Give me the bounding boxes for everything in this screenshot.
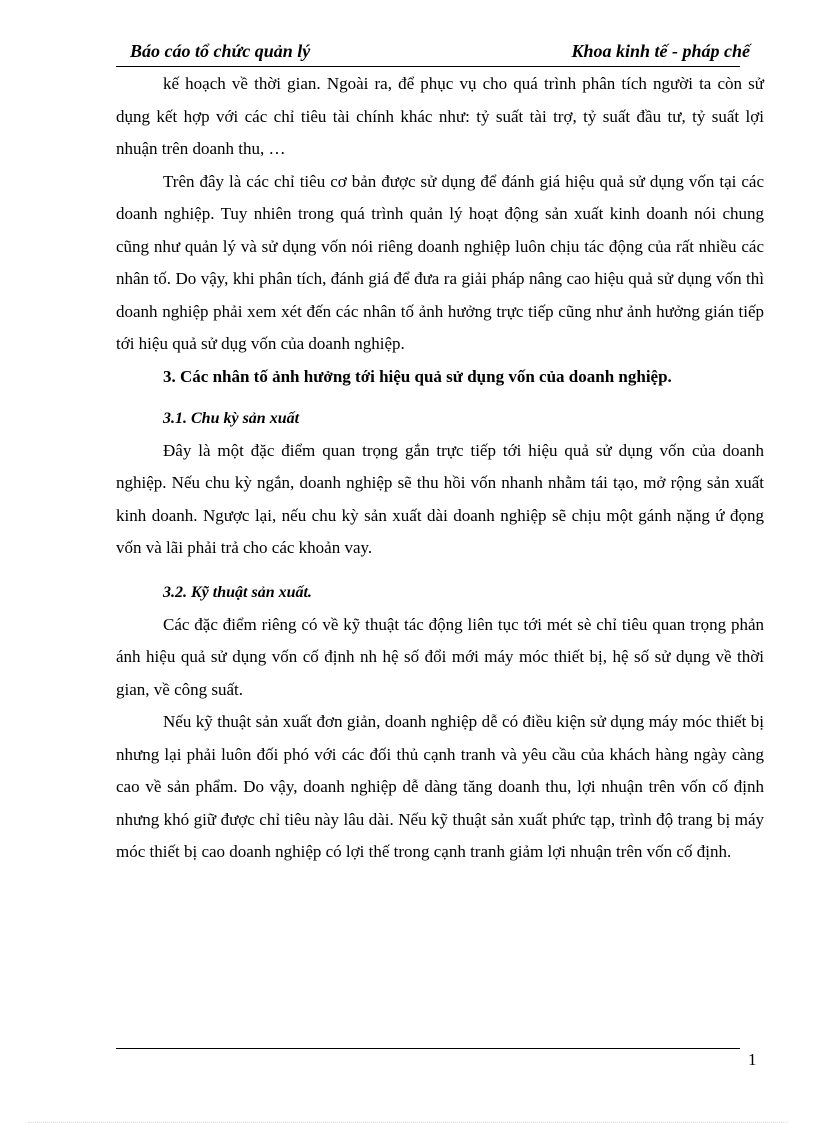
page-header <box>116 38 750 67</box>
document-body <box>116 68 764 869</box>
section-heading-3: 3. Các nhân tố ảnh hưởng tới hiệu quả sử dụng vốn của doanh nghiệp. <box>163 366 672 386</box>
subsection-heading-3-1: 3.1. Chu kỳ sản xuất <box>163 409 300 427</box>
header-report-title: Báo cáo tổ chức quản lý <box>130 41 311 61</box>
page-number: 1 <box>748 1050 757 1069</box>
paragraph-production-technique: Các đặc điểm riêng có về kỹ thuật tác động liên tục tới mét sè chỉ tiêu quan trọng phản ánh hiệu quả sử dụng vốn cố định nh hệ số đổi mới máy móc thiết bị, hệ số sử dụng về thời gian, về công suất. <box>116 614 764 699</box>
header-faculty-name: Khoa kinh tế - pháp chế <box>571 41 750 61</box>
paragraph-indicators-summary: Trên đây là các chỉ tiêu cơ bản được sử dụng để đánh giá hiệu quả sử dụng vốn tại các doanh nghiệp. Tuy nhiên trong quá trình quản lý hoạt động sản xuất kinh doanh nói chung cũng như quản lý và sử dụng vốn nói riêng doanh nghiệp luôn chịu tác động của rất nhiều các nhân tố. Do vậy, khi phân tích, đánh giá để đưa ra giải pháp nâng cao hiệu quả sử dụng vốn thì doanh nghiệp phải xem xét đến các nhân tố ảnh hưởng trực tiếp cũng như ảnh hưởng gián tiếp tới hiệu quả sử dụg vốn của doanh nghiệp. <box>116 171 764 353</box>
paragraph-technique-complexity: Nếu kỹ thuật sản xuất đơn giản, doanh nghiệp dễ có điều kiện sử dụng máy móc thiết bị nhưng lại phải luôn đối phó với các đối thủ cạnh tranh và yêu cầu của khách hàng ngày càng cao về sản phẩm. Do vậy, doanh nghiệp dễ dàng tăng doanh thu, lợi nhuận trên vốn cố định nhưng khó giữ được chỉ tiêu này lâu dài. Nếu kỹ thuật sản xuất phức tạp, trình độ trang bị máy móc thiết bị cao doanh nghiệp có lợi thế trong cạnh tranh giảm lợi nhuận trên vốn cố định. <box>116 712 764 861</box>
paragraph-production-cycle: Đây là một đặc điểm quan trọng gắn trực tiếp tới hiệu quả sử dụng vốn của doanh nghiệp. Nếu chu kỳ ngắn, doanh nghiệp sẽ thu hồi vốn nhanh nhằm tái tạo, mở rộng sản xuất kinh doanh. Ngược lại, nếu chu kỳ sản xuất dài doanh nghiệp sẽ chịu một gánh nặng ứ đọng vốn và lãi phải trả cho các khoản vay. <box>116 440 764 557</box>
footer-divider <box>116 1048 740 1049</box>
paragraph-continued: kế hoạch về thời gian. Ngoài ra, để phục vụ cho quá trình phân tích người ta còn sử dụng kết hợp với các chỉ tiêu tài chính khác như: tỷ suất tài trợ, tỷ suất đầu tư, tỷ suất lợi nhuận trên doanh thu, … <box>116 74 764 158</box>
subsection-heading-3-2: 3.2. Kỹ thuật sản xuất. <box>163 583 312 601</box>
